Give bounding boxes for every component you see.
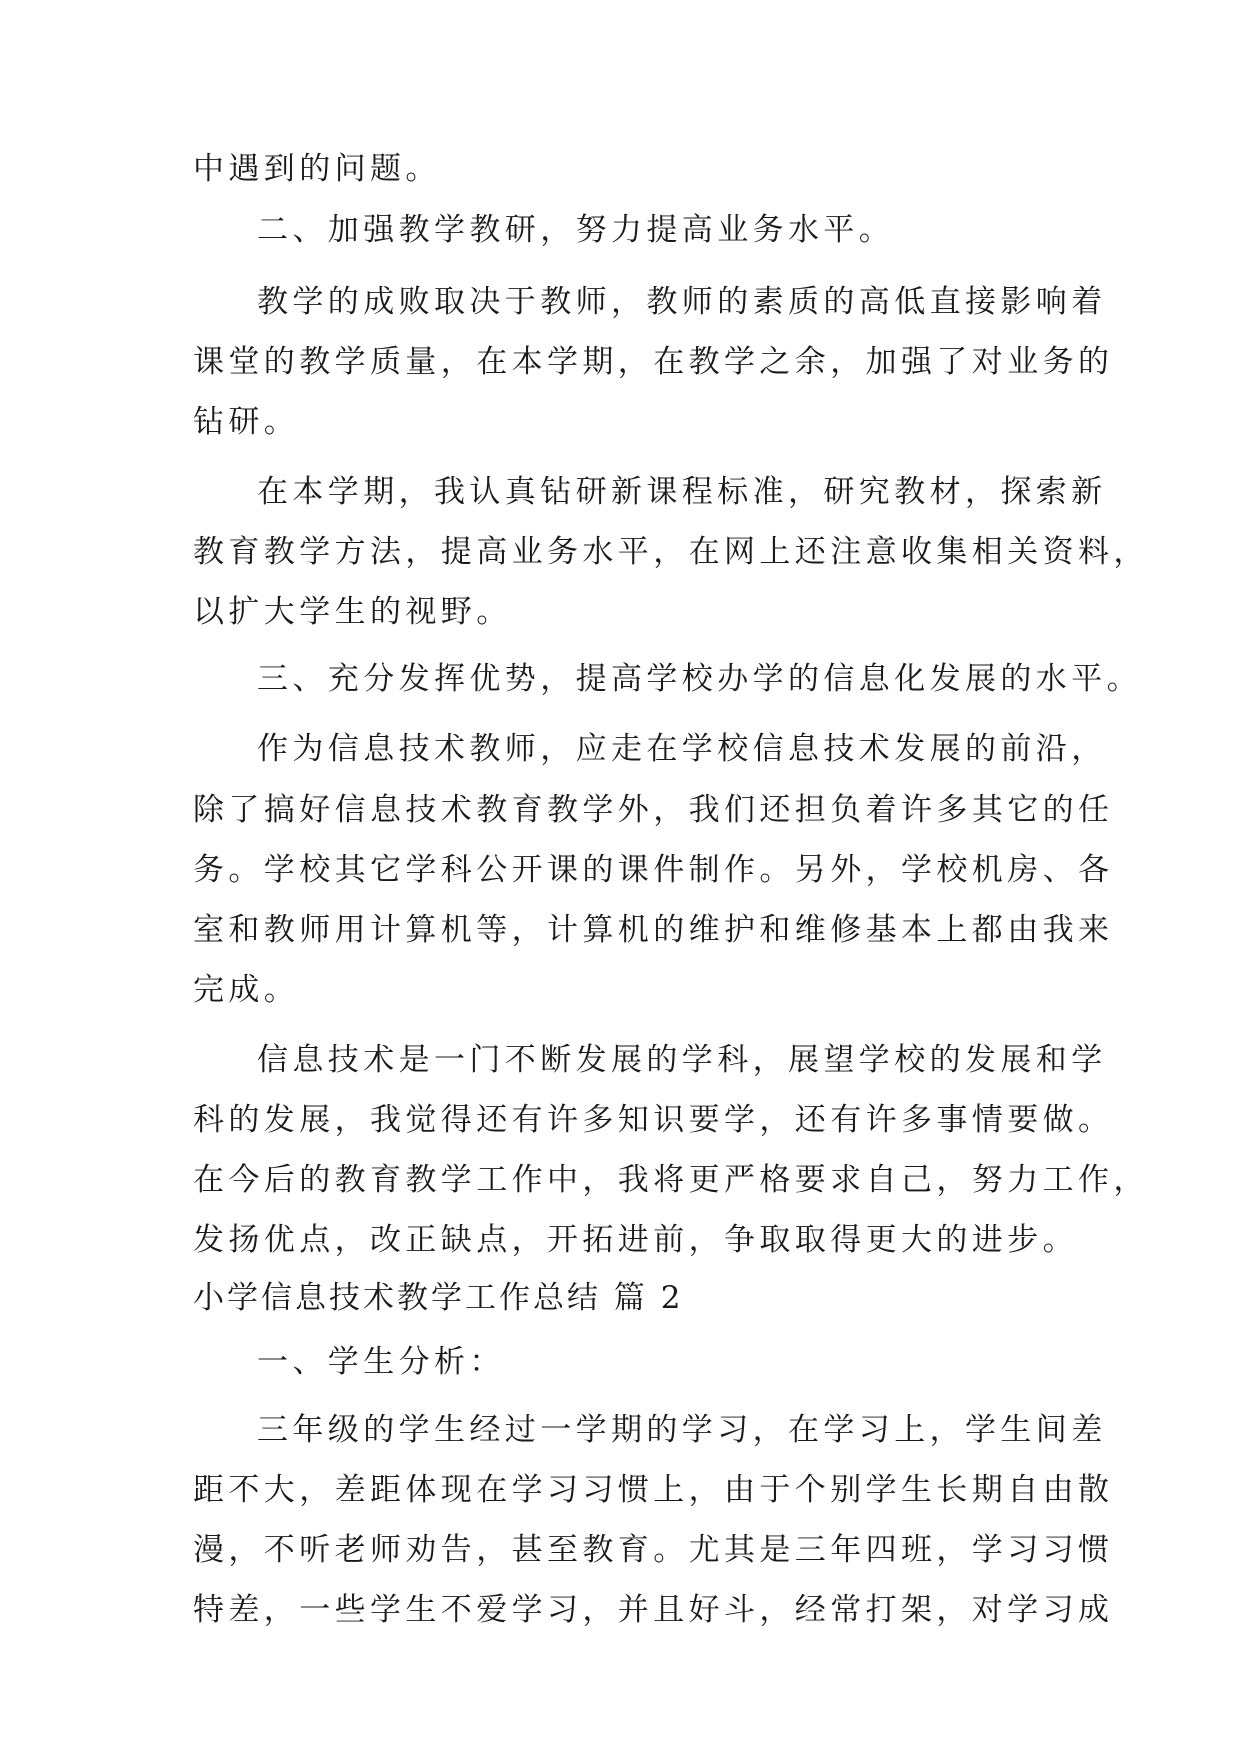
text-line: 教育教学方法，提高业务水平，在网上还注意收集相关资料， <box>193 534 1149 570</box>
text-line: 钻研。 <box>193 404 300 440</box>
text-line: 作为信息技术教师，应走在学校信息技术发展的前沿， <box>257 731 1107 767</box>
text-line: 信息技术是一门不断发展的学科，展望学校的发展和学 <box>257 1042 1107 1078</box>
text-line: 务。学校其它学科公开课的课件制作。另外，学校机房、各 <box>193 852 1114 888</box>
section-heading: 二、加强教学教研，努力提高业务水平。 <box>257 212 895 248</box>
text-line: 完成。 <box>193 972 300 1008</box>
text-line: 科的发展，我觉得还有许多知识要学，还有许多事情要做。 <box>193 1102 1114 1138</box>
text-line: 在今后的教育教学工作中，我将更严格要求自己，努力工作， <box>193 1162 1149 1198</box>
article-title: 小学信息技术教学工作总结 篇 2 <box>193 1280 684 1316</box>
section-heading: 一、学生分析： <box>257 1344 505 1380</box>
text-line: 特差，一些学生不爱学习，并且好斗，经常打架，对学习成 <box>193 1592 1114 1628</box>
text-line: 距不大，差距体现在学习习惯上，由于个别学生长期自由散 <box>193 1472 1114 1508</box>
text-line: 课堂的教学质量，在本学期，在教学之余，加强了对业务的 <box>193 344 1114 380</box>
text-line: 教学的成败取决于教师，教师的素质的高低直接影响着 <box>257 284 1107 320</box>
text-line: 以扩大学生的视野。 <box>193 594 512 630</box>
text-line: 除了搞好信息技术教育教学外，我们还担负着许多其它的任 <box>193 792 1114 828</box>
text-line: 中遇到的问题。 <box>193 151 441 187</box>
text-line: 室和教师用计算机等，计算机的维护和维修基本上都由我来 <box>193 912 1114 948</box>
text-line: 在本学期，我认真钻研新课程标准，研究教材，探索新 <box>257 474 1107 510</box>
section-heading: 三、充分发挥优势，提高学校办学的信息化发展的水平。 <box>257 661 1142 697</box>
text-line: 发扬优点，改正缺点，开拓进前，争取取得更大的进步。 <box>193 1222 1078 1258</box>
text-line: 三年级的学生经过一学期的学习，在学习上，学生间差 <box>257 1412 1107 1448</box>
text-line: 漫，不听老师劝告，甚至教育。尤其是三年四班，学习习惯 <box>193 1532 1114 1568</box>
